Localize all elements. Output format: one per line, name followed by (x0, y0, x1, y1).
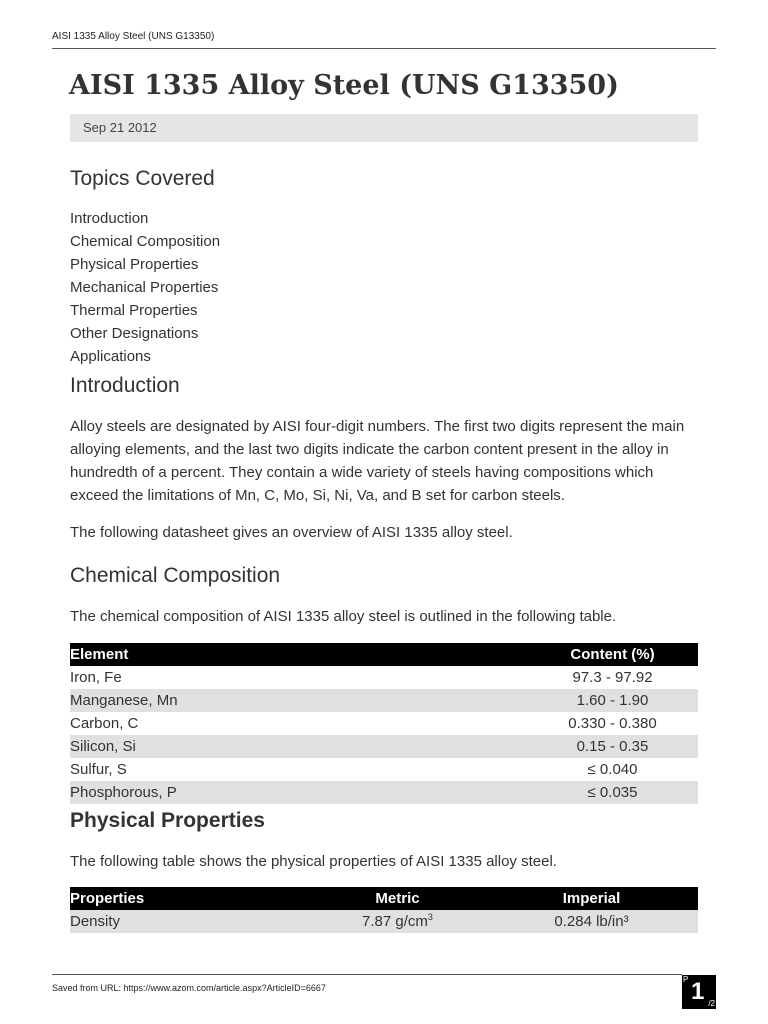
page-title: AISI 1335 Alloy Steel (UNS G13350) (69, 70, 619, 101)
element-cell: Manganese, Mn (70, 689, 527, 712)
imperial-cell: 0.284 lb/in³ (485, 910, 698, 933)
table-row (70, 735, 698, 758)
content-cell: 1.60 - 1.90 (527, 689, 698, 712)
page-total: /2 (708, 999, 715, 1008)
topic-link-chemical-composition[interactable]: Chemical Composition (70, 233, 221, 250)
content-cell: ≤ 0.035 (527, 781, 698, 804)
content-cell: 97.3 - 97.92 (572, 669, 653, 686)
property-cell: Density (70, 910, 310, 933)
topic-link-thermal-properties[interactable]: Thermal Properties (70, 302, 198, 319)
table-row (70, 689, 698, 712)
introduction-paragraph: Alloy steels are designated by AISI four-digit numbers. The first two digits represent the main alloying elements, and the last two digits indicate the carbon content present in the alloy in hundredth of a percent. They contain a wide variety of steels having compositions which exceed the limitations of Mn, C, Mo, Si, Ni, Va, and B set for carbon steels. (70, 418, 685, 504)
saved-from-url: Saved from URL: https://www.azom.com/article.aspx?ArticleID=6667 (52, 983, 326, 993)
chemical-composition-table (70, 643, 698, 804)
header-divider (52, 48, 716, 49)
footer-divider (52, 974, 682, 975)
table-header-row (70, 643, 698, 666)
topic-link-applications[interactable]: Applications (70, 348, 151, 365)
table-row (70, 781, 698, 804)
metric-exponent: 3 (427, 912, 433, 922)
column-header-imperial: Imperial (485, 887, 698, 910)
topics-heading: Topics Covered (70, 167, 215, 190)
topic-link-other-designations[interactable]: Other Designations (70, 325, 199, 342)
physical-properties-heading: Physical Properties (70, 809, 265, 832)
column-header-element: Element (70, 643, 527, 666)
introduction-heading: Introduction (70, 374, 180, 397)
topic-link-introduction[interactable]: Introduction (70, 210, 149, 227)
element-cell: Carbon, C (70, 715, 139, 732)
table-row (70, 666, 698, 689)
column-header-content: Content (%) (527, 643, 698, 666)
topic-link-physical-properties[interactable]: Physical Properties (70, 256, 199, 273)
content-cell: 0.15 - 0.35 (527, 735, 698, 758)
publish-date: Sep 21 2012 (83, 120, 157, 135)
table-header-row (70, 887, 698, 910)
metric-value: 7.87 g/cm (362, 913, 428, 930)
physical-properties-intro: The following table shows the physical properties of AISI 1335 alloy steel. (70, 853, 557, 870)
table-row (70, 712, 698, 735)
chemical-composition-heading: Chemical Composition (70, 564, 281, 587)
column-header-metric: Metric (310, 887, 485, 910)
column-header-properties: Properties (70, 887, 310, 910)
page-number: 1 (691, 978, 705, 1005)
page-number-badge (682, 975, 716, 1009)
element-cell: Phosphorous, P (70, 781, 527, 804)
metric-cell (310, 910, 485, 933)
content-cell: 0.330 - 0.380 (568, 715, 657, 732)
element-cell: Sulfur, S (70, 761, 127, 778)
topic-link-mechanical-properties[interactable]: Mechanical Properties (70, 279, 219, 296)
topics-list (70, 207, 220, 368)
running-header-title: AISI 1335 Alloy Steel (UNS G13350) (52, 31, 215, 42)
physical-properties-table (70, 887, 698, 933)
date-bar (70, 114, 698, 142)
datasheet-overview-paragraph: The following datasheet gives an overview of AISI 1335 alloy steel. (70, 524, 513, 541)
chemical-composition-intro: The chemical composition of AISI 1335 alloy steel is outlined in the following table. (70, 608, 617, 625)
page-prefix: P (683, 975, 689, 984)
element-cell: Iron, Fe (70, 669, 122, 686)
table-row (70, 758, 698, 781)
table-row (70, 910, 698, 933)
element-cell: Silicon, Si (70, 735, 527, 758)
content-cell: ≤ 0.040 (587, 761, 638, 778)
